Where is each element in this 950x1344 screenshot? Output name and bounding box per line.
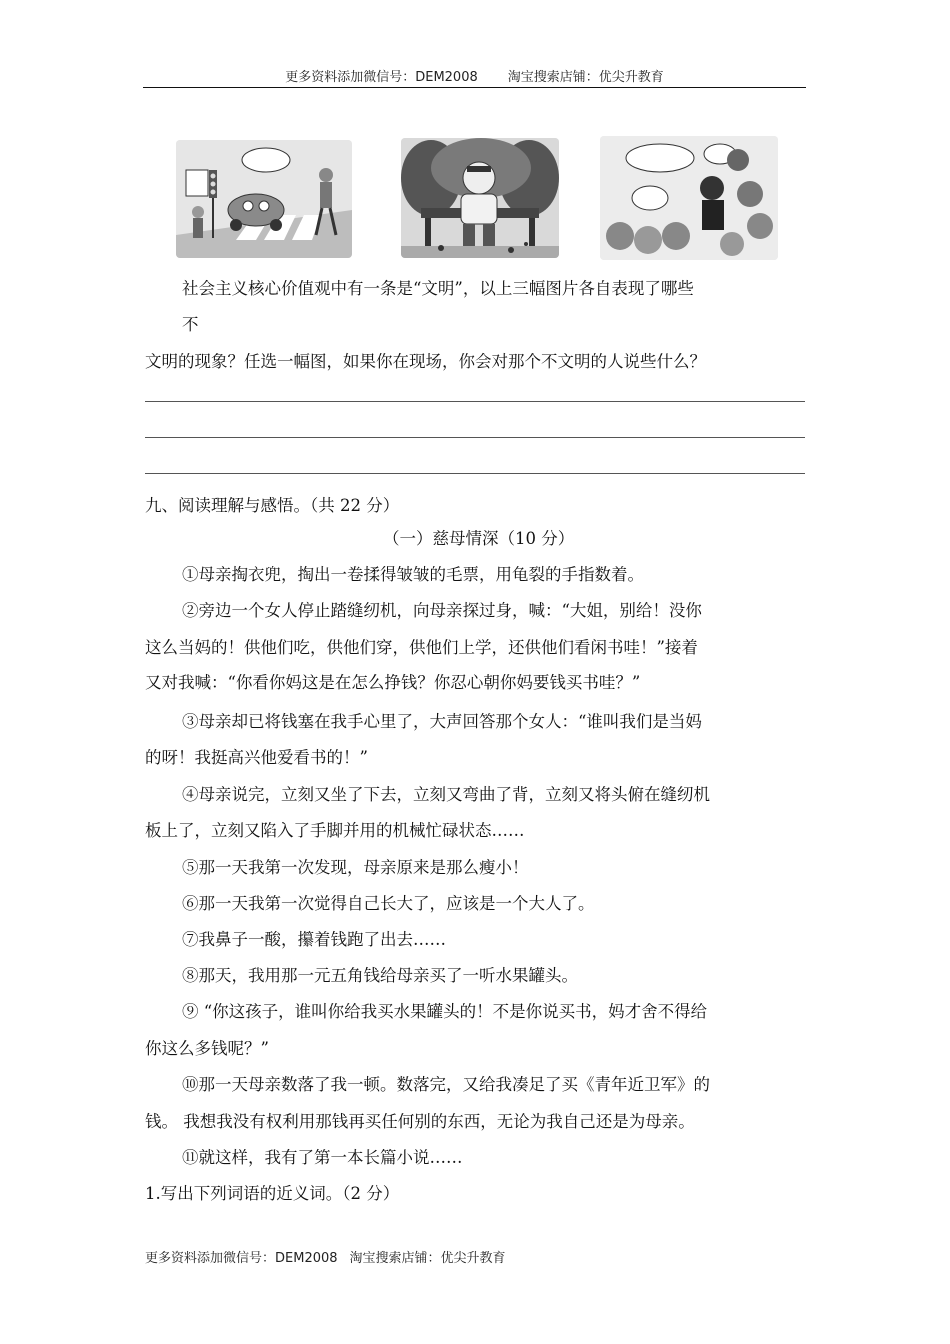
passage-line: ⑤那一天我第一次发现，母亲原来是那么瘦小！	[182, 858, 529, 877]
illustration-bullying	[600, 136, 778, 260]
question8-line2: 不	[182, 315, 199, 334]
header-divider	[143, 87, 806, 88]
passage-line: ⑪就这样，我有了第一本长篇小说……	[182, 1148, 463, 1167]
answer-line-2[interactable]	[145, 437, 805, 438]
passage-line: ⑩那一天母亲数落了我一顿。数落完，又给我凑足了买《青年近卫军》的	[182, 1075, 710, 1094]
section9-subtitle: （一）慈母情深（10 分）	[383, 529, 575, 548]
passage-line: ⑨ “你这孩子，谁叫你给我买水果罐头的！不是你说买书，妈才舍不得给	[182, 1002, 708, 1021]
passage-line: ④母亲说完，立刻又坐了下去，立刻又弯曲了背，立刻又将头俯在缝纫机	[182, 785, 710, 804]
passage-line: ①母亲掏衣兜，掏出一卷揉得皱皱的毛票，用龟裂的手指数着。	[182, 565, 644, 584]
passage-line: ③母亲却已将钱塞在我手心里了，大声回答那个女人：“谁叫我们是当妈	[182, 712, 702, 731]
question1: 1.写出下列词语的近义词。（2 分）	[145, 1184, 400, 1203]
passage-line: 钱。 我想我没有权利用那钱再买任何别的东西，无论为我自己还是为母亲。	[145, 1112, 695, 1131]
header-shop: 淘宝搜索店铺：优尖升教育	[507, 70, 664, 85]
page-footer	[145, 1247, 506, 1266]
illustration-littering	[401, 138, 559, 258]
passage-line: 又对我喊：“你看你妈这是在怎么挣钱？你忍心朝你妈要钱买书哇？”	[145, 673, 641, 692]
passage-line: ⑧那天，我用那一元五角钱给母亲买了一听水果罐头。	[182, 966, 578, 985]
footer-wechat: 更多资料添加微信号：DEM2008	[145, 1251, 338, 1266]
passage-line: 你这么多钱呢？”	[145, 1039, 269, 1058]
illustration-traffic	[176, 140, 352, 258]
passage-line: 这么当妈的！供他们吃，供他们穿，供他们上学，还供他们看闲书哇！”接着	[145, 638, 698, 657]
passage-line: 的呀！我挺高兴他爱看书的！”	[145, 748, 368, 767]
passage-line: ②旁边一个女人停止踏缝纫机，向母亲探过身，喊：“大姐，别给！没你	[182, 601, 702, 620]
question8-line3: 文明的现象？任选一幅图，如果你在现场，你会对那个不文明的人说些什么？	[145, 352, 706, 371]
passage-line: 板上了，立刻又陷入了手脚并用的机械忙碌状态……	[145, 821, 525, 840]
question8-line1: 社会主义核心价值观中有一条是“文明”，以上三幅图片各自表现了哪些	[182, 279, 694, 298]
footer-shop: 淘宝搜索店铺：优尖升教育	[349, 1251, 506, 1266]
header-wechat: 更多资料添加微信号：DEM2008	[285, 70, 478, 85]
passage-line: ⑥那一天我第一次觉得自己长大了，应该是一个大人了。	[182, 894, 595, 913]
passage-line: ⑦我鼻子一酸，攥着钱跑了出去……	[182, 930, 446, 949]
section9-title: 九、阅读理解与感悟。（共 22 分）	[145, 496, 400, 515]
answer-line-1[interactable]	[145, 401, 805, 402]
page-header	[143, 66, 806, 85]
answer-line-3[interactable]	[145, 473, 805, 474]
